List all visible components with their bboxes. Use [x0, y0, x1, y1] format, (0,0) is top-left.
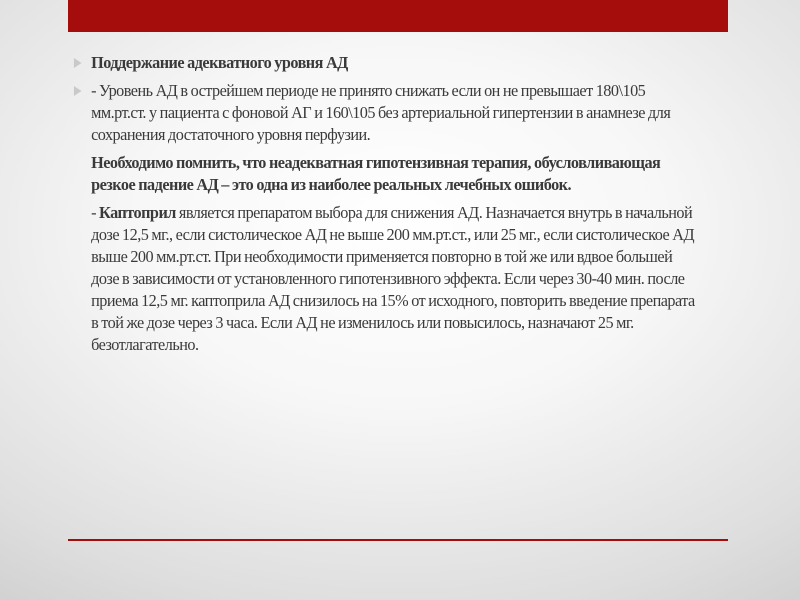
slide-heading: Поддержание адекватного уровня АД [91, 53, 348, 72]
triangle-bullet-icon [74, 58, 82, 68]
warning-text: Необходимо помнить, что неадекватная гипотензивная терапия, обусловливающая резкое падение АД – это одна из наиболее реальных лечебных ошибок. [91, 153, 661, 194]
bullet-pressure-threshold [72, 80, 702, 146]
captopril-prefix: - [91, 203, 100, 222]
pressure-threshold-text: - Уровень АД в острейшем периоде не принято снижать если он не превышает 180\105 мм.рт.ст. у пациента с фоновой АГ и 160\105 без артериальной гипертензии в анамнезе для сохранения достаточного уровня перфузии. [91, 81, 671, 144]
top-accent-bar [68, 0, 728, 32]
slide-content [72, 52, 702, 362]
captopril-paragraph [72, 202, 702, 356]
captopril-drug-name: Каптоприл [99, 203, 176, 222]
bullet-heading [72, 52, 702, 74]
captopril-text: является препаратом выбора для снижения АД. Назначается внутрь в начальной дозе 12,5 мг., если систолическое АД не выше 200 мм.рт.ст., или 25 мг., если систолическое АД выше 200 мм.рт.ст. При необходимости применяется повторно в той же или вдвое большей дозе в зависимости от установленного гипотензивного эффекта. Если через 30-40 мин. после приема 12,5 мг. каптоприла АД снизилось на 15% от исходного, повторить введение препарата в той же дозе через 3 часа. Если АД не изменилось или повысилось, назначают 25 мг. безотлагательно. [91, 203, 695, 354]
bottom-divider [68, 539, 728, 541]
triangle-bullet-icon [74, 86, 82, 96]
warning-paragraph [72, 152, 702, 196]
